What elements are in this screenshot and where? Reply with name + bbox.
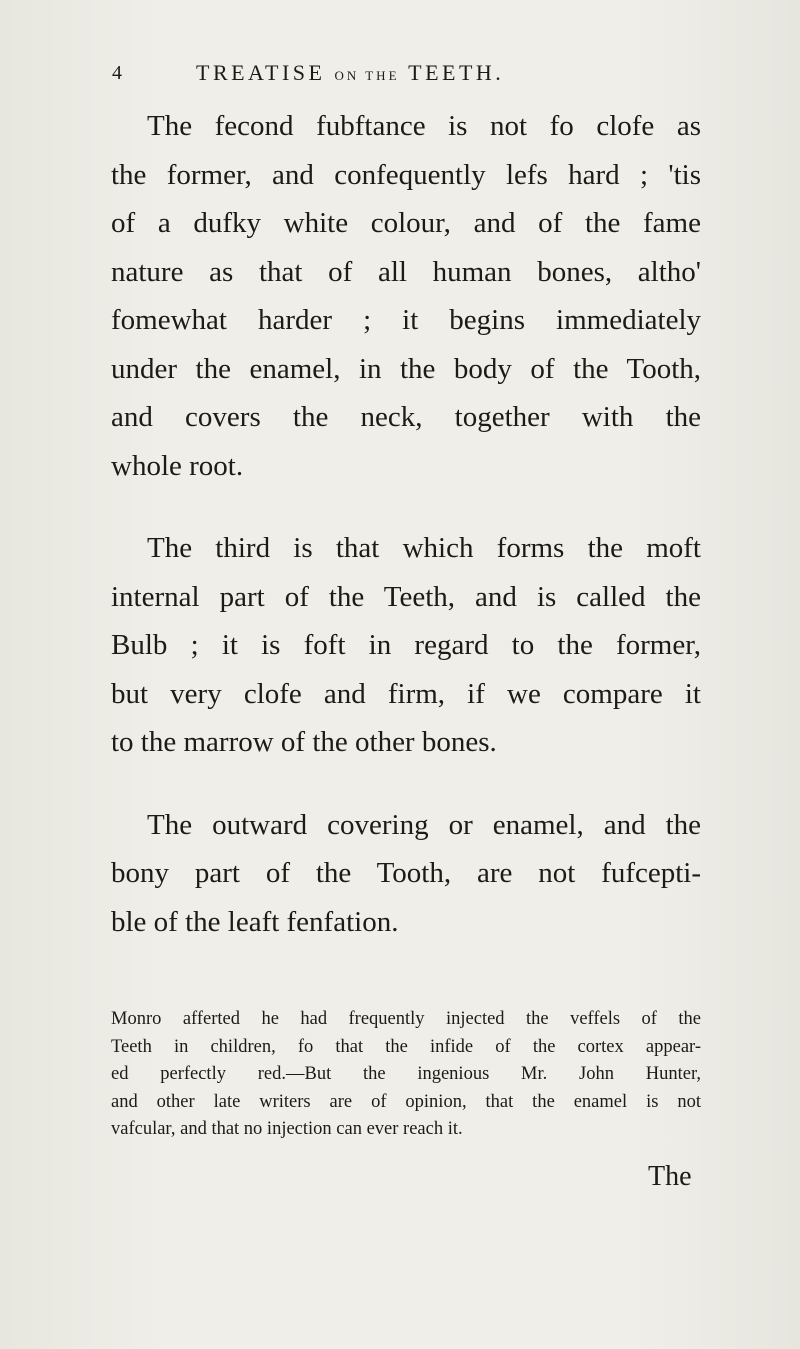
text-line-bulb: Bulb ; it is foft in regard to the former, bbox=[111, 629, 701, 661]
footnote bbox=[111, 1006, 701, 1144]
footnote-line: vafcular, and that no injection can ever reach it. bbox=[111, 1119, 463, 1139]
running-head bbox=[112, 60, 672, 94]
paragraph-outward-covering bbox=[111, 801, 701, 947]
text-line: to the marrow of the other bones. bbox=[111, 726, 497, 758]
text-line: the former, and confequently lefs hard ; 'tis bbox=[111, 158, 701, 191]
text-line: whole root. bbox=[111, 449, 244, 482]
text-line-enamel: The outward covering or enamel, and the bbox=[147, 808, 701, 841]
running-title-teeth: TEETH. bbox=[408, 60, 505, 85]
running-title-on-the: ON THE bbox=[334, 68, 400, 83]
running-title-treatise: TREATISE bbox=[196, 60, 326, 85]
text-line: nature as that of all human bones, altho' bbox=[111, 255, 701, 288]
text-line: but very clofe and firm, if we compare it bbox=[111, 677, 701, 710]
footnote-line: Teeth in children, fo that the infide of the cortex appear- bbox=[111, 1036, 701, 1057]
body-text bbox=[111, 102, 701, 946]
paragraph-second-substance bbox=[111, 102, 701, 490]
text-line: ble of the leaft fenfation. bbox=[111, 905, 399, 938]
text-line: The fecond fubftance is not fo clofe as bbox=[147, 110, 701, 142]
text-line: fomewhat harder ; it begins immediately bbox=[111, 304, 701, 336]
catchword: The bbox=[648, 1161, 692, 1192]
text-line-enamel: under the enamel, in the body of the Tooth, bbox=[111, 352, 701, 385]
text-line: The third is that which forms the moft bbox=[147, 532, 701, 564]
text-line: internal part of the Teeth, and is called the bbox=[111, 580, 701, 613]
footnote-line: ed perfectly red.—But the ingenious Mr. John Hunter, bbox=[111, 1064, 701, 1084]
footnote-line: Monro afferted he had frequently injected the veffels of the bbox=[111, 1009, 701, 1029]
text-line: of a dufky white colour, and of the fame bbox=[111, 207, 701, 239]
running-title bbox=[196, 60, 504, 86]
text-line: bony part of the Tooth, are not fufcepti- bbox=[111, 857, 701, 889]
page-number: 4 bbox=[112, 62, 122, 84]
footnote-line: and other late writers are of opinion, that the enamel is not bbox=[111, 1091, 701, 1112]
text-line: and covers the neck, together with the bbox=[111, 401, 701, 433]
paragraph-third-bulb bbox=[111, 524, 701, 767]
